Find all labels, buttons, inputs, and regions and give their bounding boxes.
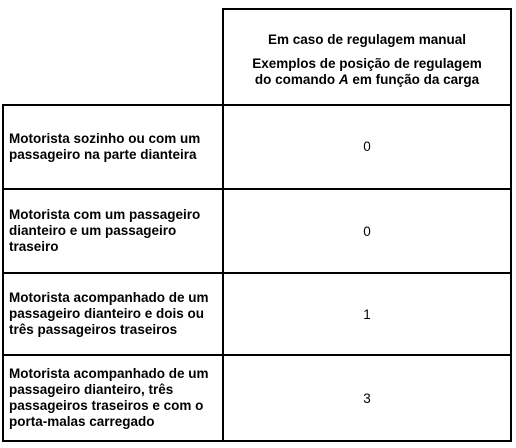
row-label-2: Motorista com um passageiro dianteiro e um passageiro traseiro xyxy=(2,190,224,274)
row-label-4: Motorista acompanhado de um passageiro dianteiro, três passageiros traseiros e com o porta-malas carregado xyxy=(2,356,224,442)
header-title: Em caso de regulagem manual xyxy=(267,32,467,47)
header-subtitle: Exemplos de posição de regulagem do comando A em função da carga xyxy=(252,56,482,87)
row-value-4: 3 xyxy=(222,356,512,442)
control-letter: A xyxy=(338,72,349,87)
row-value-3: 1 xyxy=(222,274,512,356)
row-label-1: Motorista sozinho ou com um passageiro na parte dianteira xyxy=(2,104,224,190)
header-empty-cell xyxy=(2,8,224,106)
row-value-1: 0 xyxy=(222,104,512,190)
row-label-3: Motorista acompanhado de um passageiro dianteiro e dois ou três passageiros traseiros xyxy=(2,274,224,356)
row-value-2: 0 xyxy=(222,190,512,274)
header-cell xyxy=(222,8,512,106)
